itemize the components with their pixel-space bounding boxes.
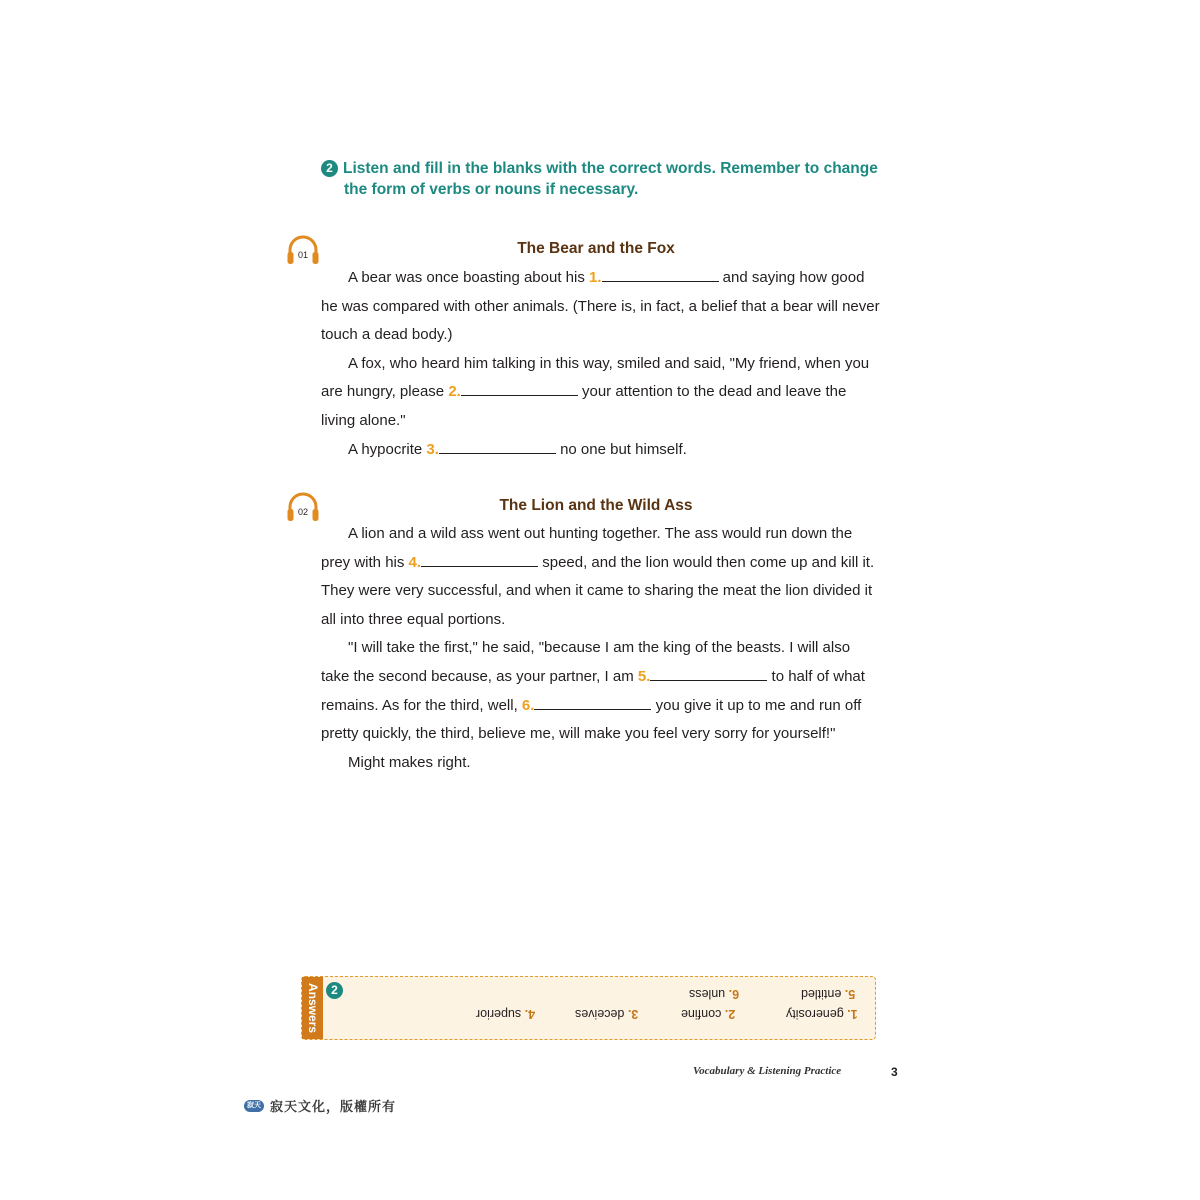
publisher-logo-icon: 寂天 [244,1100,264,1112]
paragraph: A lion and a wild ass went out hunting together. The ass would run down the prey with his 4. speed, and the lion would then come up and kill it. They were very successful, and when it came to sharing the meat the lion divided it all into three equal portions. [321,525,875,628]
paragraph: A bear was once boasting about his 1. and saying how good he was compared with other animals. (There is, in fact, a belief that a bear will never touch a dead body.) [321,269,880,344]
story-title-bear-fox: The Bear and the Fox [517,240,675,257]
blank-number-3: 3. [426,440,439,458]
answers-section-badge: 2 [326,982,343,999]
blank-5[interactable] [650,666,767,681]
paragraph: A hypocrite 3. no one but himself. [348,440,687,458]
footer-book-title: Vocabulary & Listening Practice [693,1065,842,1077]
story-bear-fox-text [321,264,881,464]
story-lion-ass-text [321,520,881,777]
page-number: 3 [891,1065,898,1079]
track-number-02: 02 [297,507,309,517]
blank-number-4: 4. [408,553,422,571]
instruction-line-1: 2 Listen and fill in the blanks with the correct words. Remember to change [321,158,901,179]
headphone-audio-icon[interactable] [286,490,320,524]
blank-number-2: 2. [448,383,461,401]
answer-item-3: 3. deceives [575,1007,639,1021]
publisher-watermark [244,1096,396,1115]
answers-tab: Answers [302,977,323,1039]
publisher-copyright: 寂天文化，版權所有 [270,1100,397,1115]
headphone-audio-icon[interactable] [286,233,320,267]
answer-item-4: 4. superior [476,1007,536,1021]
answer-item-6: 6. unless [689,987,740,1001]
answers-box [301,976,876,1040]
blank-number-1: 1. [589,269,602,286]
blank-number-6: 6. [521,696,535,714]
instruction-line-2: the form of verbs or nouns if necessary. [344,181,639,198]
instruction [321,158,901,200]
blank-6[interactable] [534,695,651,710]
paragraph: "I will take the first," he said, "because I am the king of the beasts. I will also take the second because, as your partner, I am 5. to half of what remains. As for the third, well, 6. you give it up to me and run off pretty quickly, the third, believe me, will make you feel very sorry for yourself!" [321,639,865,743]
answer-item-5: 5. entitled [801,987,856,1001]
paragraph: A fox, who heard him talking in this way, smiled and said, "My friend, when you are hungry, please 2. your attention to the dead and leave the living alone." [321,354,870,429]
story-title-lion-ass: The Lion and the Wild Ass [499,497,693,514]
track-number-01: 01 [297,250,309,260]
blank-1[interactable] [602,267,719,282]
blank-3[interactable] [439,439,556,454]
instruction-number-badge: 2 [321,160,338,177]
blank-4[interactable] [421,552,538,567]
answer-item-1: 1. generosity [786,1007,858,1021]
answer-item-2: 2. confine [681,1007,736,1021]
blank-2[interactable] [461,381,578,396]
paragraph: Might makes right. [348,753,471,771]
blank-number-5: 5. [637,667,651,685]
